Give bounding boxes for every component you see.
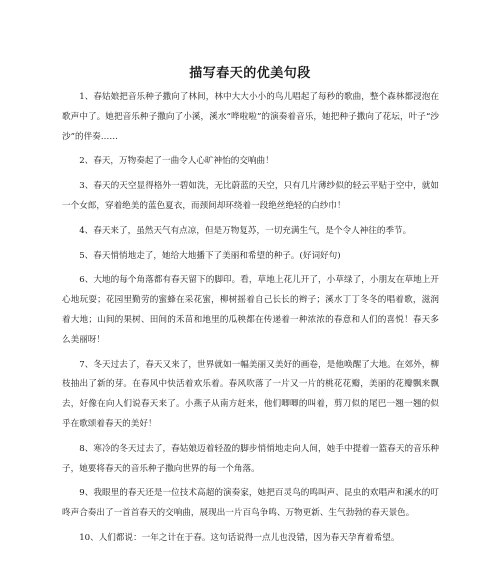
paragraph-6: 6、大地的每个角落都有春天留下的脚印。看，草地上花儿开了，小草绿了，小朋友在草地上开心地玩耍；花园里勤劳的蜜蜂在采花蜜，柳树摇着自己长长的辫子；溪水丁丁冬冬的唱着歌，滋润着大地；山间的果树、田间的禾苗和地里的瓜秧都在传递着一种浓浓的春意和人们的喜悦！春天多么美丽呀！ bbox=[62, 275, 439, 345]
paragraph-9: 9、我眼里的春天还是一位技术高超的演奏家，她把百灵鸟的鸣叫声、昆虫的欢唱声和溪水的叮咚声合奏出了一首首春天的交响曲，展现出一片百鸟争鸣、万物更新、生气勃勃的春天景色。 bbox=[62, 488, 439, 519]
paragraph-5: 5、春天悄悄地走了，她给大地播下了美丽和希望的种子。(好词好句) bbox=[79, 250, 341, 261]
paragraph-1: 1、春姑娘把音乐种子撒向了林间，林中大大小小的鸟儿唱起了每秒的歌曲，整个森林都浸泡在歌声中了。她把音乐种子撒向了小溪，溪水“哗啦啦”的演奏着音乐，她把种子撒向了花坛，叶子“沙沙”的伴奏…… bbox=[62, 92, 439, 142]
document-title: 描写春天的优美句段 bbox=[189, 66, 311, 81]
paragraph-7: 7、冬天过去了，春天又来了，世界就如一幅美丽又美好的画卷，是他唤醒了大地。在郊外，柳枝抽出了新的芽。在春风中快活着欢乐着。春风吹落了一片又一片的桃花花瓣，美丽的花瓣飘来飘去，好像在向人们说春天来了。小燕子从南方赶来，他们唧唧的叫着，剪刀似的尾巴一翘一翘的似乎在歌颂着春天的美好！ bbox=[62, 359, 439, 429]
paragraph-4: 4、春天来了，虽然天气有点凉，但是万物复苏，一切充满生气，是个令人神往的季节。 bbox=[79, 225, 412, 236]
paragraph-8: 8、寒冷的冬天过去了，春姑娘迈着轻盈的脚步悄悄地走向人间，她手中提着一篮春天的音乐种子，她要将春天的音乐种子撒向世界的每一个角落。 bbox=[62, 443, 439, 474]
paragraph-2: 2、春天，万物奏起了一曲令人心旷神怡的交响曲！ bbox=[79, 156, 274, 167]
paragraph-3: 3、春天的天空显得格外一碧如洗，无比蔚蓝的天空，只有几片薄纱似的轻云平贴于空中，就如一个女郎，穿着绝美的蓝色夏衣，而颈间却环绕着一段绝丝绝轻的白纱巾！ bbox=[62, 181, 439, 211]
paragraph-10: 10、人们都说：一年之计在于春。这句话说得一点儿也没错，因为春天孕育着希望。 bbox=[79, 532, 400, 543]
document-body bbox=[62, 88, 439, 554]
